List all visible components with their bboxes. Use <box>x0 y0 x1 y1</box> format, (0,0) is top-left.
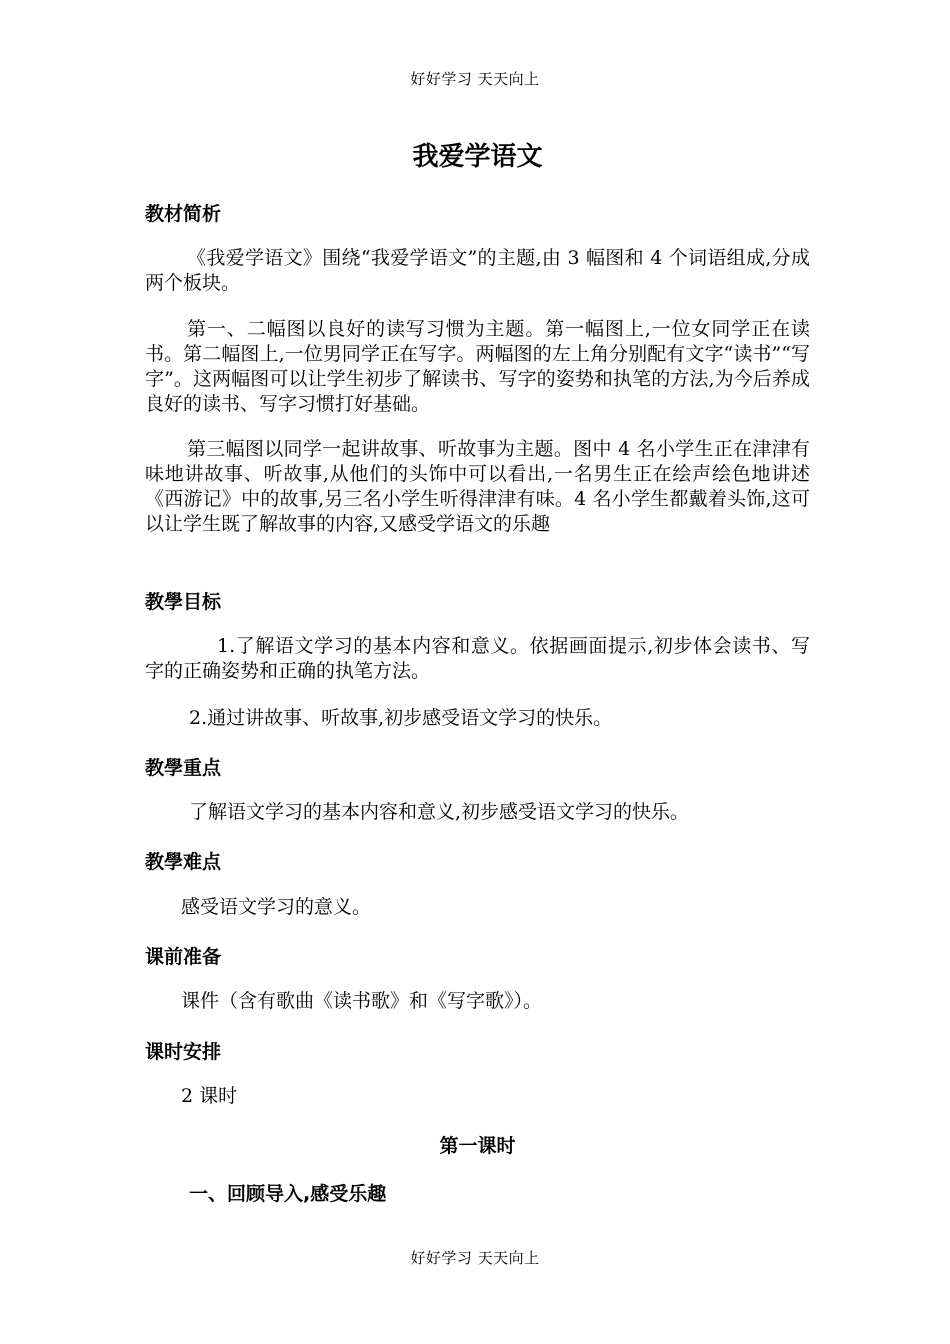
heading-key-points: 教學重点 <box>145 757 222 779</box>
goal-item-2: 2.通过讲故事、听故事,初步感受语文学习的快乐。 <box>189 707 613 729</box>
key-points-text: 了解语文学习的基本内容和意义,初步感受语文学习的快乐。 <box>189 801 690 823</box>
preparation-text: 课件（含有歌曲《读书歌》和《写字歌》）。 <box>181 990 543 1012</box>
difficulties-text: 感受语文学习的意义。 <box>181 896 372 918</box>
schedule-text: 2 课时 <box>181 1085 238 1107</box>
heading-preparation: 课前准备 <box>145 946 222 968</box>
page-header: 好好学习 天天向上 <box>410 70 540 88</box>
heading-schedule: 课时安排 <box>145 1041 222 1063</box>
analysis-paragraph-3: 第三幅图以同学一起讲故事、听故事为主题。图中 4 名小学生正在津津有味地讲故事、听故事,从他们的头饰中可以看出,一名男生正在绘声绘色地讲述《西游记》中的故事,另三名小学生听得津津有味。4 名小学生都戴着头饰,这可以让学生既了解故事的内容,又感受学语文的乐趣 <box>145 438 810 535</box>
heading-analysis: 教材简析 <box>145 203 222 225</box>
heading-difficulties: 教學难点 <box>145 851 222 873</box>
lesson-subheading: 一、回顾导入,感受乐趣 <box>189 1183 387 1205</box>
page-title: 我爱学语文 <box>412 142 543 172</box>
lesson-heading: 第一课时 <box>439 1135 516 1157</box>
analysis-paragraph-2: 第一、二幅图以良好的读写习惯为主题。第一幅图上,一位女同学正在读书。第二幅图上,一位男同学正在写字。两幅图的左上角分别配有文字“读书”“写字”。这两幅图可以让学生初步了解读书、写字的姿势和执笔的方法,为今后养成良好的读书、写字习惯打好基础。 <box>145 318 810 415</box>
analysis-paragraph-1: 《我爱学语文》围绕“我爱学语文”的主题,由 3 幅图和 4 个词语组成,分成两个板块。 <box>145 247 810 294</box>
heading-goals: 教學目标 <box>145 591 222 613</box>
page-footer: 好好学习 天天向上 <box>410 1249 540 1267</box>
goal-item-1: 1.了解语文学习的基本内容和意义。依据画面提示,初步体会读书、写字的正确姿势和正确的执笔方法。 <box>145 635 810 682</box>
